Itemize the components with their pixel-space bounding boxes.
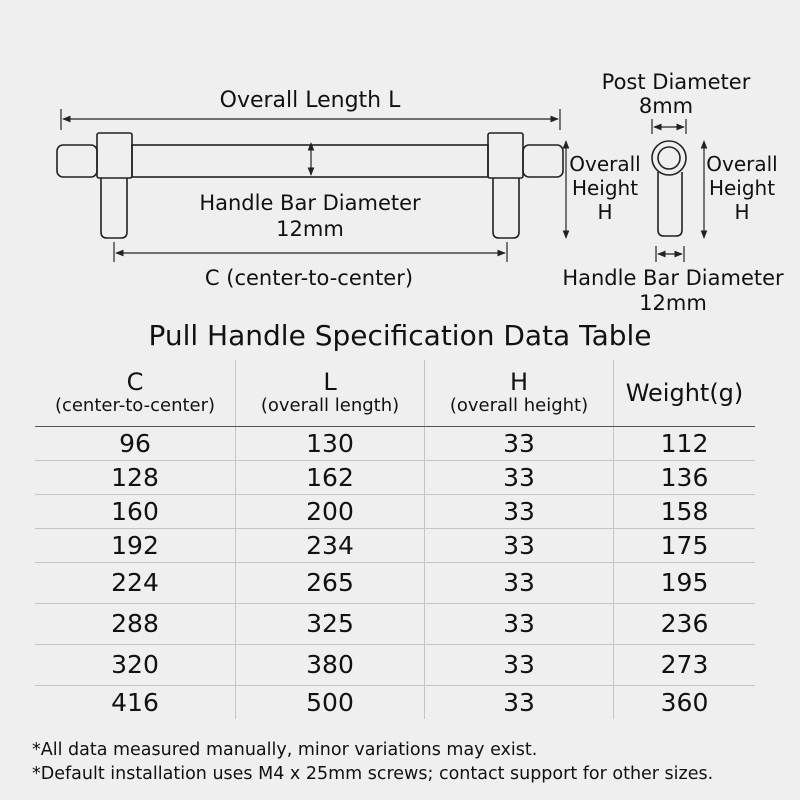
cell-h: 33	[425, 563, 614, 604]
cell-weight: 360	[614, 686, 756, 720]
cell-l: 325	[236, 604, 425, 645]
right-post-block	[488, 133, 523, 178]
table-row	[35, 495, 755, 529]
post-diameter-value: 8mm	[638, 94, 694, 118]
header-weight-main: Weight(g)	[625, 379, 744, 407]
table-row	[35, 604, 755, 645]
table-row	[35, 461, 755, 495]
side-bar-diameter-dimension	[656, 246, 684, 262]
cell-h: 33	[425, 645, 614, 686]
overall-height-right-line2: Height	[708, 176, 776, 200]
handle-bar	[132, 145, 488, 177]
cell-weight: 175	[614, 529, 756, 563]
cell-l: 162	[236, 461, 425, 495]
cell-l: 200	[236, 495, 425, 529]
left-post	[101, 178, 127, 238]
cell-l: 265	[236, 563, 425, 604]
table-row	[35, 529, 755, 563]
header-h-sub: (overall height)	[449, 395, 589, 416]
overall-length-label: Overall Length L	[219, 88, 401, 113]
table-row	[35, 563, 755, 604]
right-bar-end	[523, 145, 563, 177]
cell-c: 288	[35, 604, 236, 645]
center-to-center-label: C (center-to-center)	[204, 266, 414, 290]
side-bar-diameter-value: 12mm	[639, 291, 707, 315]
header-c-main: C	[126, 368, 144, 396]
overall-height-left-line3: H	[597, 200, 613, 224]
handle-bar-diameter-value: 12mm	[276, 217, 344, 241]
overall-height-right-line1: Overall	[706, 152, 778, 176]
overall-height-right-line3: H	[734, 200, 750, 224]
center-to-center-dimension	[114, 242, 507, 262]
cell-h: 33	[425, 604, 614, 645]
footnote-measurement: *All data measured manually, minor variations may exist.	[32, 740, 538, 760]
header-c	[35, 360, 236, 427]
header-l	[236, 360, 425, 427]
table-header-row	[35, 360, 755, 427]
cell-h: 33	[425, 529, 614, 563]
header-l-sub: (overall length)	[260, 395, 400, 416]
table-row	[35, 645, 755, 686]
header-weight	[614, 360, 756, 427]
header-l-main: L	[323, 368, 337, 396]
handle-dimension-diagram	[0, 0, 800, 330]
cell-weight: 112	[614, 427, 756, 461]
cell-l: 234	[236, 529, 425, 563]
cell-l: 380	[236, 645, 425, 686]
cell-c: 128	[35, 461, 236, 495]
header-h-main: H	[509, 368, 529, 396]
cell-weight: 136	[614, 461, 756, 495]
cell-c: 320	[35, 645, 236, 686]
header-c-sub: (center-to-center)	[54, 395, 216, 416]
cell-weight: 236	[614, 604, 756, 645]
cell-h: 33	[425, 427, 614, 461]
left-post-block	[97, 133, 132, 178]
cell-weight: 195	[614, 563, 756, 604]
post-diameter-label: Post Diameter	[601, 70, 751, 94]
cell-l: 500	[236, 686, 425, 720]
overall-height-left-line1: Overall	[569, 152, 641, 176]
right-post	[493, 178, 519, 238]
cell-c: 96	[35, 427, 236, 461]
cell-h: 33	[425, 461, 614, 495]
left-bar-end	[57, 145, 97, 177]
cell-h: 33	[425, 686, 614, 720]
table-title: Pull Handle Specification Data Table	[148, 319, 652, 352]
cell-weight: 158	[614, 495, 756, 529]
table-row	[35, 686, 755, 720]
footnote-installation: *Default installation uses M4 x 25mm screws; contact support for other sizes.	[32, 764, 714, 784]
overall-height-left-line2: Height	[571, 176, 639, 200]
cell-c: 160	[35, 495, 236, 529]
side-bar-diameter-label: Handle Bar Diameter	[562, 266, 784, 290]
cell-l: 130	[236, 427, 425, 461]
cell-weight: 273	[614, 645, 756, 686]
table-row	[35, 427, 755, 461]
spec-table	[35, 360, 755, 719]
cell-c: 224	[35, 563, 236, 604]
handle-side-view	[652, 141, 686, 236]
cell-c: 416	[35, 686, 236, 720]
cell-h: 33	[425, 495, 614, 529]
cell-c: 192	[35, 529, 236, 563]
handle-bar-diameter-label: Handle Bar Diameter	[199, 191, 421, 215]
header-h	[425, 360, 614, 427]
post-diameter-dimension	[652, 119, 686, 134]
